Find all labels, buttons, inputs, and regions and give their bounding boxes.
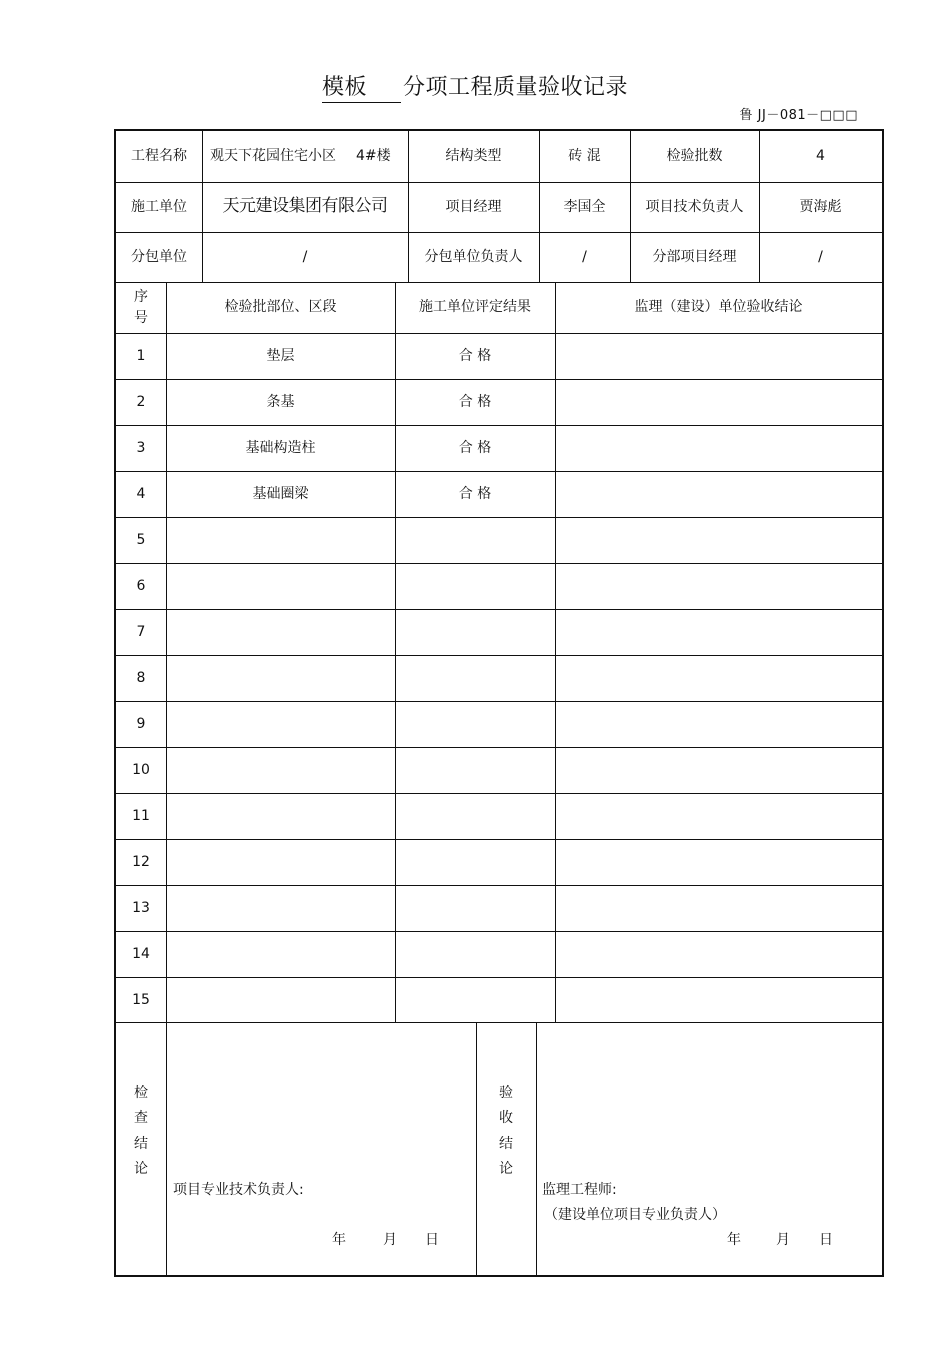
- acceptance-signer-note: （建设单位项目专业负责人）: [544, 1207, 726, 1223]
- row-location: 垫层: [266, 347, 295, 364]
- row-location: [166, 839, 395, 885]
- acceptance-date-year: 年: [727, 1232, 741, 1248]
- row-number: 7: [136, 623, 146, 640]
- row-conclusion: [555, 517, 882, 563]
- row-conclusion: [555, 655, 882, 701]
- subcontractor-lead-label: 分包单位负责人: [424, 248, 523, 265]
- col-seq-header: 序 号: [134, 288, 148, 326]
- structure-type-label: 结构类型: [445, 148, 502, 165]
- row-number: 14: [132, 945, 150, 962]
- batch-count-label: 检验批数: [666, 148, 723, 165]
- row-result: 合 格: [458, 347, 492, 364]
- row-result: [395, 701, 555, 747]
- grid-line: [395, 282, 396, 1022]
- form-code: 鲁 JJ－081－□□□: [739, 108, 858, 123]
- row-conclusion: [555, 931, 882, 977]
- row-number: 3: [136, 439, 146, 456]
- row-location: [166, 931, 395, 977]
- row-result: 合 格: [458, 393, 492, 410]
- inspection-date-day: 日: [425, 1232, 439, 1248]
- inspection-date-year: 年: [332, 1232, 346, 1248]
- col-location-header: 检验批部位、区段: [224, 299, 337, 316]
- subcontractor-label: 分包单位: [131, 248, 187, 265]
- title-underline-blank: [371, 82, 401, 103]
- row-location: 基础构造柱: [245, 439, 316, 456]
- row-number: 10: [132, 761, 150, 778]
- project-name-value: [202, 131, 408, 182]
- division-manager-label: 分部项目经理: [652, 248, 737, 265]
- row-location: [166, 977, 395, 1023]
- row-location: [166, 885, 395, 931]
- construction-unit-value: 天元建设集团有限公司: [222, 196, 388, 217]
- row-result: [395, 793, 555, 839]
- project-name-label: 工程名称: [131, 148, 187, 165]
- grid-line: [166, 1022, 167, 1275]
- grid-line: [536, 1022, 537, 1275]
- row-location: [166, 747, 395, 793]
- project-manager-value: 李国全: [563, 198, 606, 215]
- row-conclusion: [555, 747, 882, 793]
- row-conclusion: [555, 425, 882, 471]
- row-conclusion: [555, 793, 882, 839]
- batch-count-value: 4: [816, 148, 825, 165]
- row-conclusion: [555, 977, 882, 1023]
- grid-line: [116, 182, 882, 183]
- row-result: [395, 609, 555, 655]
- subcontractor-value: /: [302, 248, 308, 265]
- row-location: [166, 701, 395, 747]
- row-number: 6: [136, 577, 146, 594]
- row-conclusion: [555, 333, 882, 379]
- form-table: [114, 129, 884, 1277]
- row-number: 8: [136, 669, 146, 686]
- subcontractor-lead-value: /: [582, 248, 587, 265]
- acceptance-date-day: 日: [819, 1232, 833, 1248]
- construction-unit-label: 施工单位: [131, 198, 187, 215]
- row-number: 12: [132, 853, 150, 870]
- row-number: 4: [136, 485, 146, 502]
- grid-line: [166, 282, 167, 1022]
- page-title: [0, 70, 950, 103]
- acceptance-signer: 监理工程师:: [542, 1182, 617, 1198]
- row-number: 15: [132, 991, 150, 1008]
- row-result: 合 格: [458, 485, 492, 502]
- inspection-conclusion-label: 检 查 结 论: [134, 1085, 148, 1177]
- grid-line: [630, 131, 631, 282]
- title-blank-value: 模板: [322, 70, 371, 103]
- row-location: [166, 793, 395, 839]
- row-number: 2: [136, 393, 146, 410]
- row-result: 合 格: [458, 439, 492, 456]
- acceptance-date-month: 月: [776, 1232, 790, 1248]
- row-location: [166, 563, 395, 609]
- col-supervisor-conclusion-header: 监理（建设）单位验收结论: [634, 299, 803, 316]
- building-text: 4#楼: [356, 148, 391, 165]
- structure-type-value: 砖 混: [568, 148, 601, 165]
- division-manager-value: /: [818, 248, 823, 265]
- inspection-date-month: 月: [383, 1232, 397, 1248]
- row-location: 基础圈梁: [252, 485, 309, 502]
- grid-line: [476, 1022, 477, 1275]
- row-result: [395, 931, 555, 977]
- row-location: [166, 655, 395, 701]
- grid-line: [539, 131, 540, 282]
- title-text: 分项工程质量验收记录: [403, 75, 629, 100]
- row-number: 9: [136, 715, 146, 732]
- row-number: 1: [136, 347, 146, 364]
- grid-line: [202, 131, 203, 282]
- grid-line: [116, 333, 882, 334]
- row-number: 11: [132, 807, 150, 824]
- row-result: [395, 563, 555, 609]
- row-location: [166, 517, 395, 563]
- grid-line: [759, 131, 760, 282]
- grid-line: [555, 282, 556, 1022]
- row-result: [395, 885, 555, 931]
- row-conclusion: [555, 885, 882, 931]
- inspection-signer: 项目专业技术负责人:: [173, 1182, 304, 1198]
- grid-line: [116, 232, 882, 233]
- row-conclusion: [555, 563, 882, 609]
- row-conclusion: [555, 839, 882, 885]
- tech-lead-label: 项目技术负责人: [645, 198, 744, 215]
- row-conclusion: [555, 609, 882, 655]
- row-conclusion: [555, 701, 882, 747]
- col-contractor-result-header: 施工单位评定结果: [419, 299, 531, 316]
- row-location: 条基: [266, 393, 295, 410]
- row-result: [395, 839, 555, 885]
- row-result: [395, 517, 555, 563]
- project-name-text: 观天下花园住宅小区: [210, 148, 336, 165]
- project-manager-label: 项目经理: [445, 198, 502, 215]
- acceptance-conclusion-label: 验 收 结 论: [499, 1085, 513, 1177]
- row-result: [395, 655, 555, 701]
- row-result: [395, 747, 555, 793]
- grid-line: [116, 1022, 882, 1023]
- row-number: 13: [132, 899, 150, 916]
- row-conclusion: [555, 471, 882, 517]
- tech-lead-value: 贾海彪: [799, 198, 842, 215]
- grid-line: [116, 282, 882, 283]
- grid-line: [408, 131, 409, 282]
- row-number: 5: [136, 531, 146, 548]
- row-result: [395, 977, 555, 1023]
- row-conclusion: [555, 379, 882, 425]
- row-location: [166, 609, 395, 655]
